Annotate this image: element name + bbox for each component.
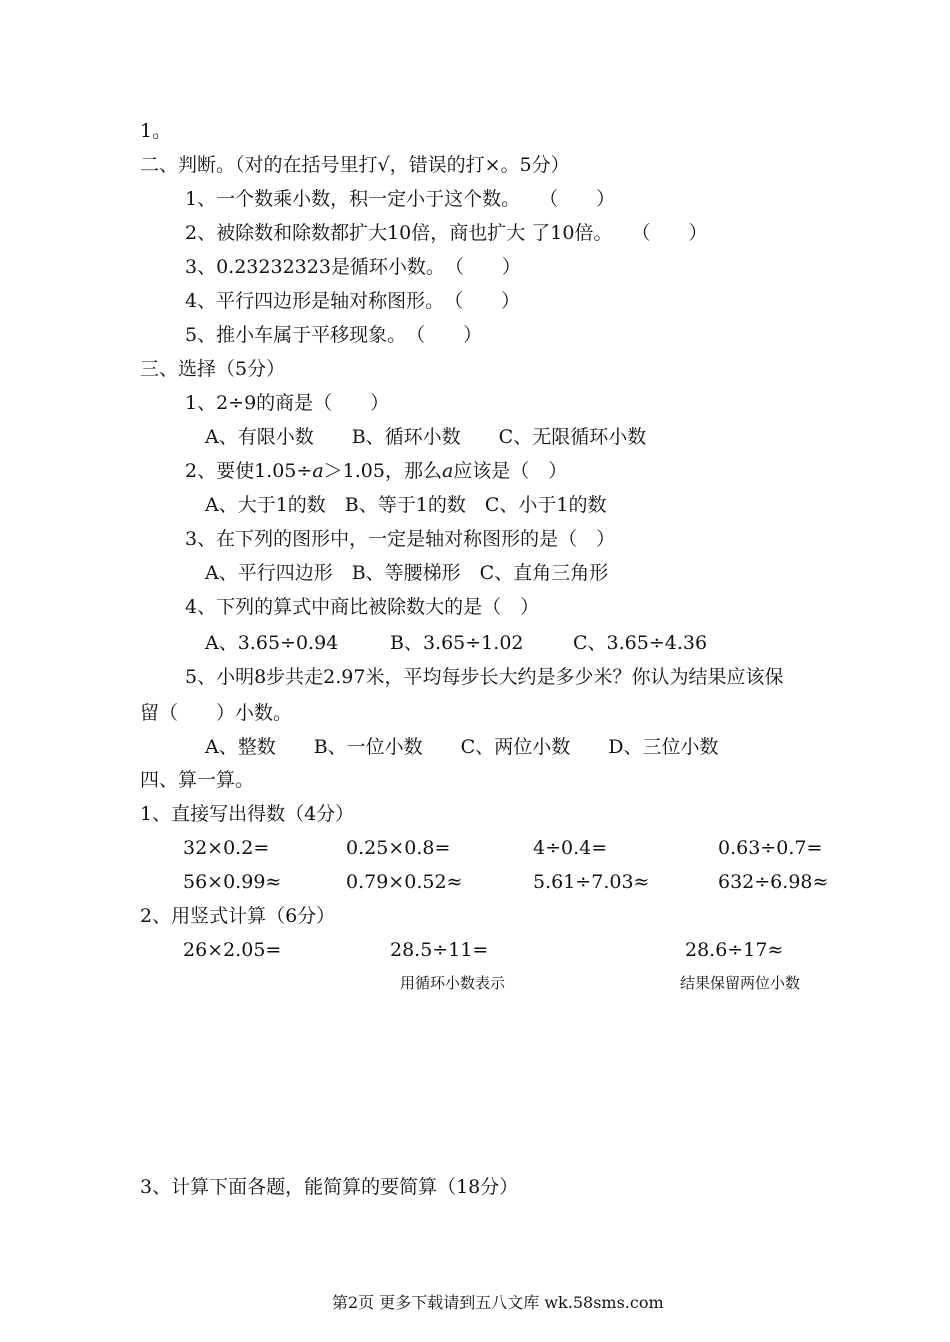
variable-a: a <box>441 460 454 482</box>
variable-a: a <box>312 460 324 482</box>
choice-question-1: 1、2÷9的商是（ ） <box>185 392 390 414</box>
judge-item-2: 2、被除数和除数都扩大10倍，商也扩大 了10倍。 （ ） <box>185 222 708 244</box>
choice-question-3: 3、在下列的图形中，一定是轴对称图形的是（ ） <box>185 528 616 550</box>
vertical-calc-note: 结果保留两位小数 <box>680 974 801 992</box>
line-fragment: 1。 <box>140 120 172 142</box>
choice-question-2 <box>185 459 567 483</box>
choice-options-5: A、整数 B、一位小数 C、两位小数 D、三位小数 <box>205 736 719 758</box>
judge-item-5: 5、推小车属于平移现象。 （ ） <box>185 324 483 346</box>
calc-item: 4÷0.4= <box>533 837 608 859</box>
calc-item: 632÷6.98≈ <box>718 871 829 893</box>
judge-item-4: 4、平行四边形是轴对称图形。 （ ） <box>185 290 521 312</box>
judge-item-1: 1、一个数乘小数，积一定小于这个数。 （ ） <box>185 188 616 210</box>
q2-part: 应该是（ ） <box>453 460 568 482</box>
vertical-calc-item: 28.6÷17≈ <box>685 939 784 961</box>
choice-question-5: 5、小明8步共走2.97米，平均每步长大约是多少米？你认为结果应该保 <box>185 666 784 688</box>
calc-item: 56×0.99≈ <box>183 871 282 893</box>
choice-option-4b: B、3.65÷1.02 <box>390 632 524 654</box>
calc-item: 5.61÷7.03≈ <box>533 871 650 893</box>
direct-calc-heading: 1、直接写出得数（4分） <box>140 803 355 825</box>
calc-item: 0.79×0.52≈ <box>346 871 463 893</box>
simplify-calc-heading: 3、计算下面各题，能简算的要简算（18分） <box>140 1176 519 1198</box>
page-footer: 第2页 更多下载请到五八文库 wk.58sms.com <box>332 1293 664 1312</box>
choice-option-4c: C、3.65÷4.36 <box>573 632 708 654</box>
choice-question-4: 4、下列的算式中商比被除数大的是（ ） <box>185 596 540 618</box>
q2-part: 2、要使1.05÷ <box>185 460 313 482</box>
choice-options-2: A、大于1的数 B、等于1的数 C、小于1的数 <box>205 494 607 516</box>
vertical-calc-item: 26×2.05= <box>183 939 282 961</box>
choice-options-1: A、有限小数 B、循环小数 C、无限循环小数 <box>205 426 647 448</box>
calc-item: 0.63÷0.7= <box>718 837 823 859</box>
vertical-calc-item: 28.5÷11= <box>390 939 489 961</box>
calc-item: 32×0.2= <box>183 837 270 859</box>
section-two-heading: 二、判断。（对的在括号里打√，错误的打×。5分） <box>140 154 570 176</box>
section-four-heading: 四、算一算。 <box>140 769 255 791</box>
vertical-calc-heading: 2、用竖式计算（6分） <box>140 905 336 927</box>
choice-question-5-cont: 留（ ）小数。 <box>140 702 293 724</box>
vertical-calc-note: 用循环小数表示 <box>400 974 506 992</box>
choice-option-4a: A、3.65÷0.94 <box>205 632 339 654</box>
section-three-heading: 三、选择（5分） <box>140 358 286 380</box>
choice-options-3: A、平行四边形 B、等腰梯形 C、直角三角形 <box>205 562 609 584</box>
q2-part: ＞1.05，那么 <box>323 460 442 482</box>
calc-item: 0.25×0.8= <box>346 837 451 859</box>
judge-item-3: 3、0.23232323是循环小数。 （ ） <box>185 256 521 278</box>
